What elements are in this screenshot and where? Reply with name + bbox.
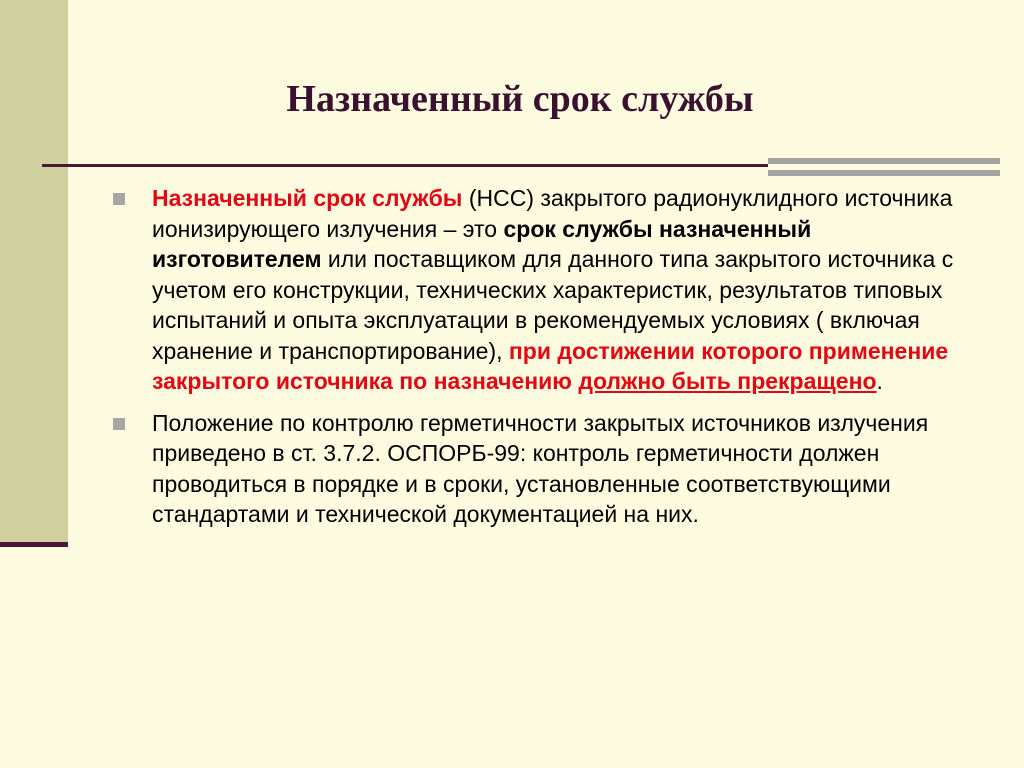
gray-bar-bottom (768, 170, 1000, 176)
warning-underlined: должно быть прекращено (578, 368, 877, 394)
title-divider-gray-bars (768, 158, 1000, 178)
slide-title: Назначенный срок службы (286, 78, 754, 120)
definition-text: (НСС) закрытого радионуклидного источника ионизирующего излучения – это (152, 185, 953, 242)
regulation-text: Положение по контролю герметичности закрытых источников излучения приведено в ст. 3.7.2. ОСПОРБ-99: контроль герметичности должен проводиться в порядке и в сроки, установленные соответствующими стандартами и технической документацией на них. (152, 409, 929, 527)
bullet-item-1 (112, 183, 972, 397)
title-divider-line (42, 164, 768, 167)
bullet-list (112, 183, 972, 541)
definition-bold: срок службы назначенный изготовителем (152, 215, 812, 272)
square-bullet-icon (113, 193, 125, 205)
bullet-item-2 (112, 408, 972, 530)
sentence-end: . (876, 368, 883, 394)
left-band-underline (0, 542, 68, 547)
left-decorative-band (0, 0, 68, 542)
definition-continued: или поставщиком для данного типа закрытого источника с учетом его конструкции, технических характеристик, результатов типовых испытаний и опыта эксплуатации в рекомендуемых условиях ( включая хранение и транспортирование), (152, 246, 954, 364)
warning-highlight: при достижении которого применение закрытого источника по назначению (152, 337, 949, 394)
square-bullet-icon (113, 418, 125, 430)
gray-bar-top (768, 158, 1000, 164)
term-highlight: Назначенный срок службы (152, 185, 463, 211)
